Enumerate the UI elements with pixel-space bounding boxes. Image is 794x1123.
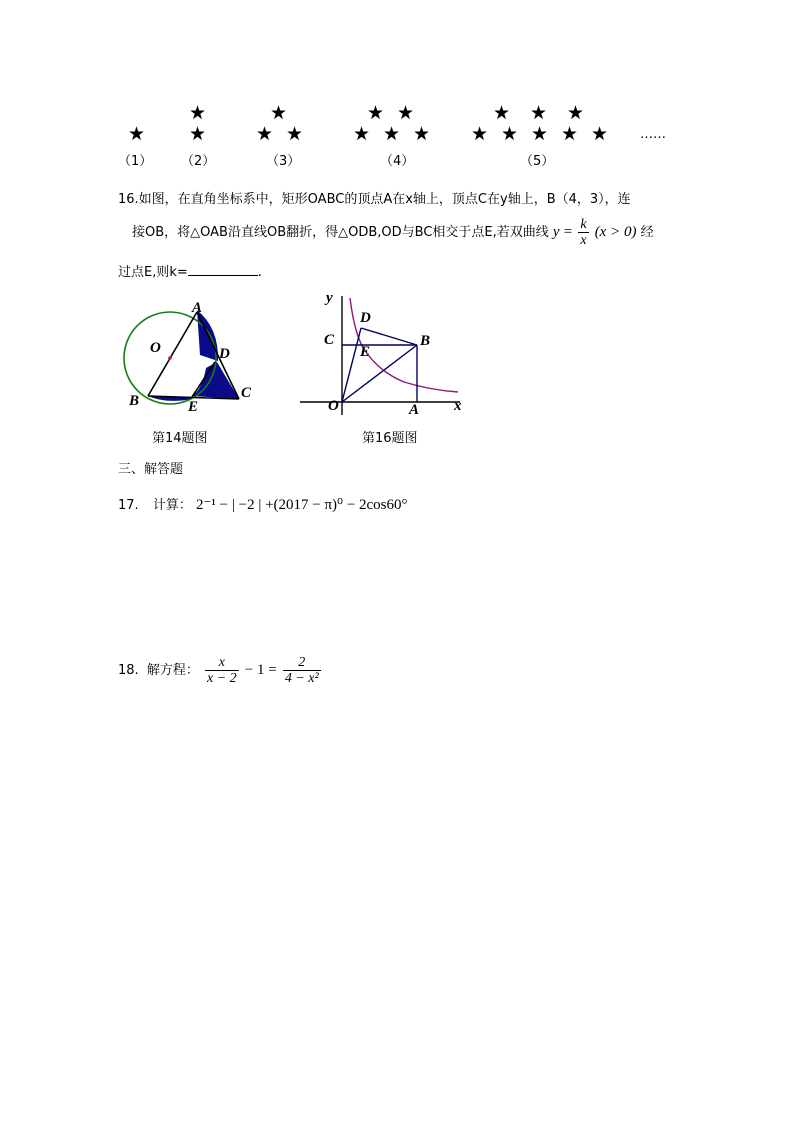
q17-expression: 2⁻¹ − | −2 | +(2017 − π)⁰ − 2cos60° [195,497,408,513]
fig16-label-b: B [420,333,431,349]
question-18 [118,650,323,690]
fig14-label-e: E [188,399,199,415]
section-title: 三、解答题 [118,462,184,477]
q18-rhs-numerator: 2 [283,655,321,671]
q16-line3-end: . [257,265,262,280]
center-point [168,356,172,360]
figure-16-caption: 第16题图 [362,431,418,446]
figure-16-diagram [300,290,475,420]
fig16-label-o: O [328,398,339,414]
q16-eq-denominator: x [580,233,587,248]
fig16-label-y: y [326,290,333,306]
segment-ob [342,345,417,402]
q16-eq-equals: = [563,224,573,240]
fig14-label-o: O [150,340,161,356]
q16-eq-numerator: k [580,217,587,232]
star-icon: ★ [353,123,371,145]
pattern-label-1: （1） [118,154,153,169]
star-icon: ★ [189,123,207,145]
segment-od [342,328,361,402]
star-icon: ★ [270,102,288,124]
figure-14-caption: 第14题图 [152,431,208,446]
fig14-label-a: A [192,300,203,316]
q18-rhs-fraction [283,655,321,686]
pattern-label-5: （5） [520,154,555,169]
q16-line2-prefix: 接OB，将△OAB沿直线OB翻折，得△ODB,OD与BC相交于点E,若双曲线 [132,225,549,240]
figure-16 [300,290,475,420]
pattern-label-2: （2） [181,154,216,169]
star-icon: ★ [189,102,207,124]
q16-line3-text: 过点E,则k= [118,265,188,280]
star-icon: ★ [383,123,401,145]
pattern-label-3: （3） [266,154,301,169]
star-icon: ★ [561,123,579,145]
star-icon: ★ [413,123,431,145]
answer-blank[interactable] [188,263,258,276]
segment-db [361,328,417,345]
star-icon: ★ [471,123,489,145]
fig16-label-c: C [324,332,335,348]
question-17 [118,494,408,514]
q18-rhs-denominator: 4 − x² [284,671,319,686]
q16-eq-y: y [552,224,560,240]
star-icon: ★ [530,102,548,124]
q16-line3 [118,261,262,280]
fig14-label-d: D [219,346,230,362]
q16-line2 [132,214,654,250]
star-icon: ★ [397,102,415,124]
star-icon: ★ [367,102,385,124]
pattern-ellipsis: …… [640,127,666,142]
star-icon: ★ [531,123,549,145]
star-icon: ★ [286,123,304,145]
fig16-label-x: x [454,398,462,414]
star-icon: ★ [501,123,519,145]
fig16-label-a: A [409,402,420,418]
star-icon: ★ [256,123,274,145]
pattern-label-4: （4） [380,154,415,169]
q18-middle: − 1 = [244,662,277,678]
star-icon: ★ [567,102,585,124]
q18-lhs-fraction [205,655,239,686]
fig16-label-d: D [360,310,371,326]
fig14-label-b: B [129,393,140,409]
star-icon: ★ [591,123,609,145]
fig14-label-c: C [241,385,252,401]
q17-label: 计算： [152,498,192,513]
q18-lhs-denominator: x − 2 [206,671,237,686]
q17-number: 17. [118,498,139,513]
q18-label: 解方程： [146,663,199,678]
q18-number: 18. [118,663,139,678]
star-icon: ★ [493,102,511,124]
q16-line1: 16.如图，在直角坐标系中，矩形OABC的顶点A在x轴上，顶点C在y轴上，B（4，3），连 [118,192,631,207]
star-icon: ★ [128,123,146,145]
q16-eq-condition: (x > 0) [594,224,637,240]
figure-14 [118,300,268,415]
q18-lhs-numerator: x [205,655,239,671]
q16-line2-suffix: 经 [640,225,654,240]
q16-eq-fraction [578,217,588,248]
fig16-label-e: E [360,344,371,360]
